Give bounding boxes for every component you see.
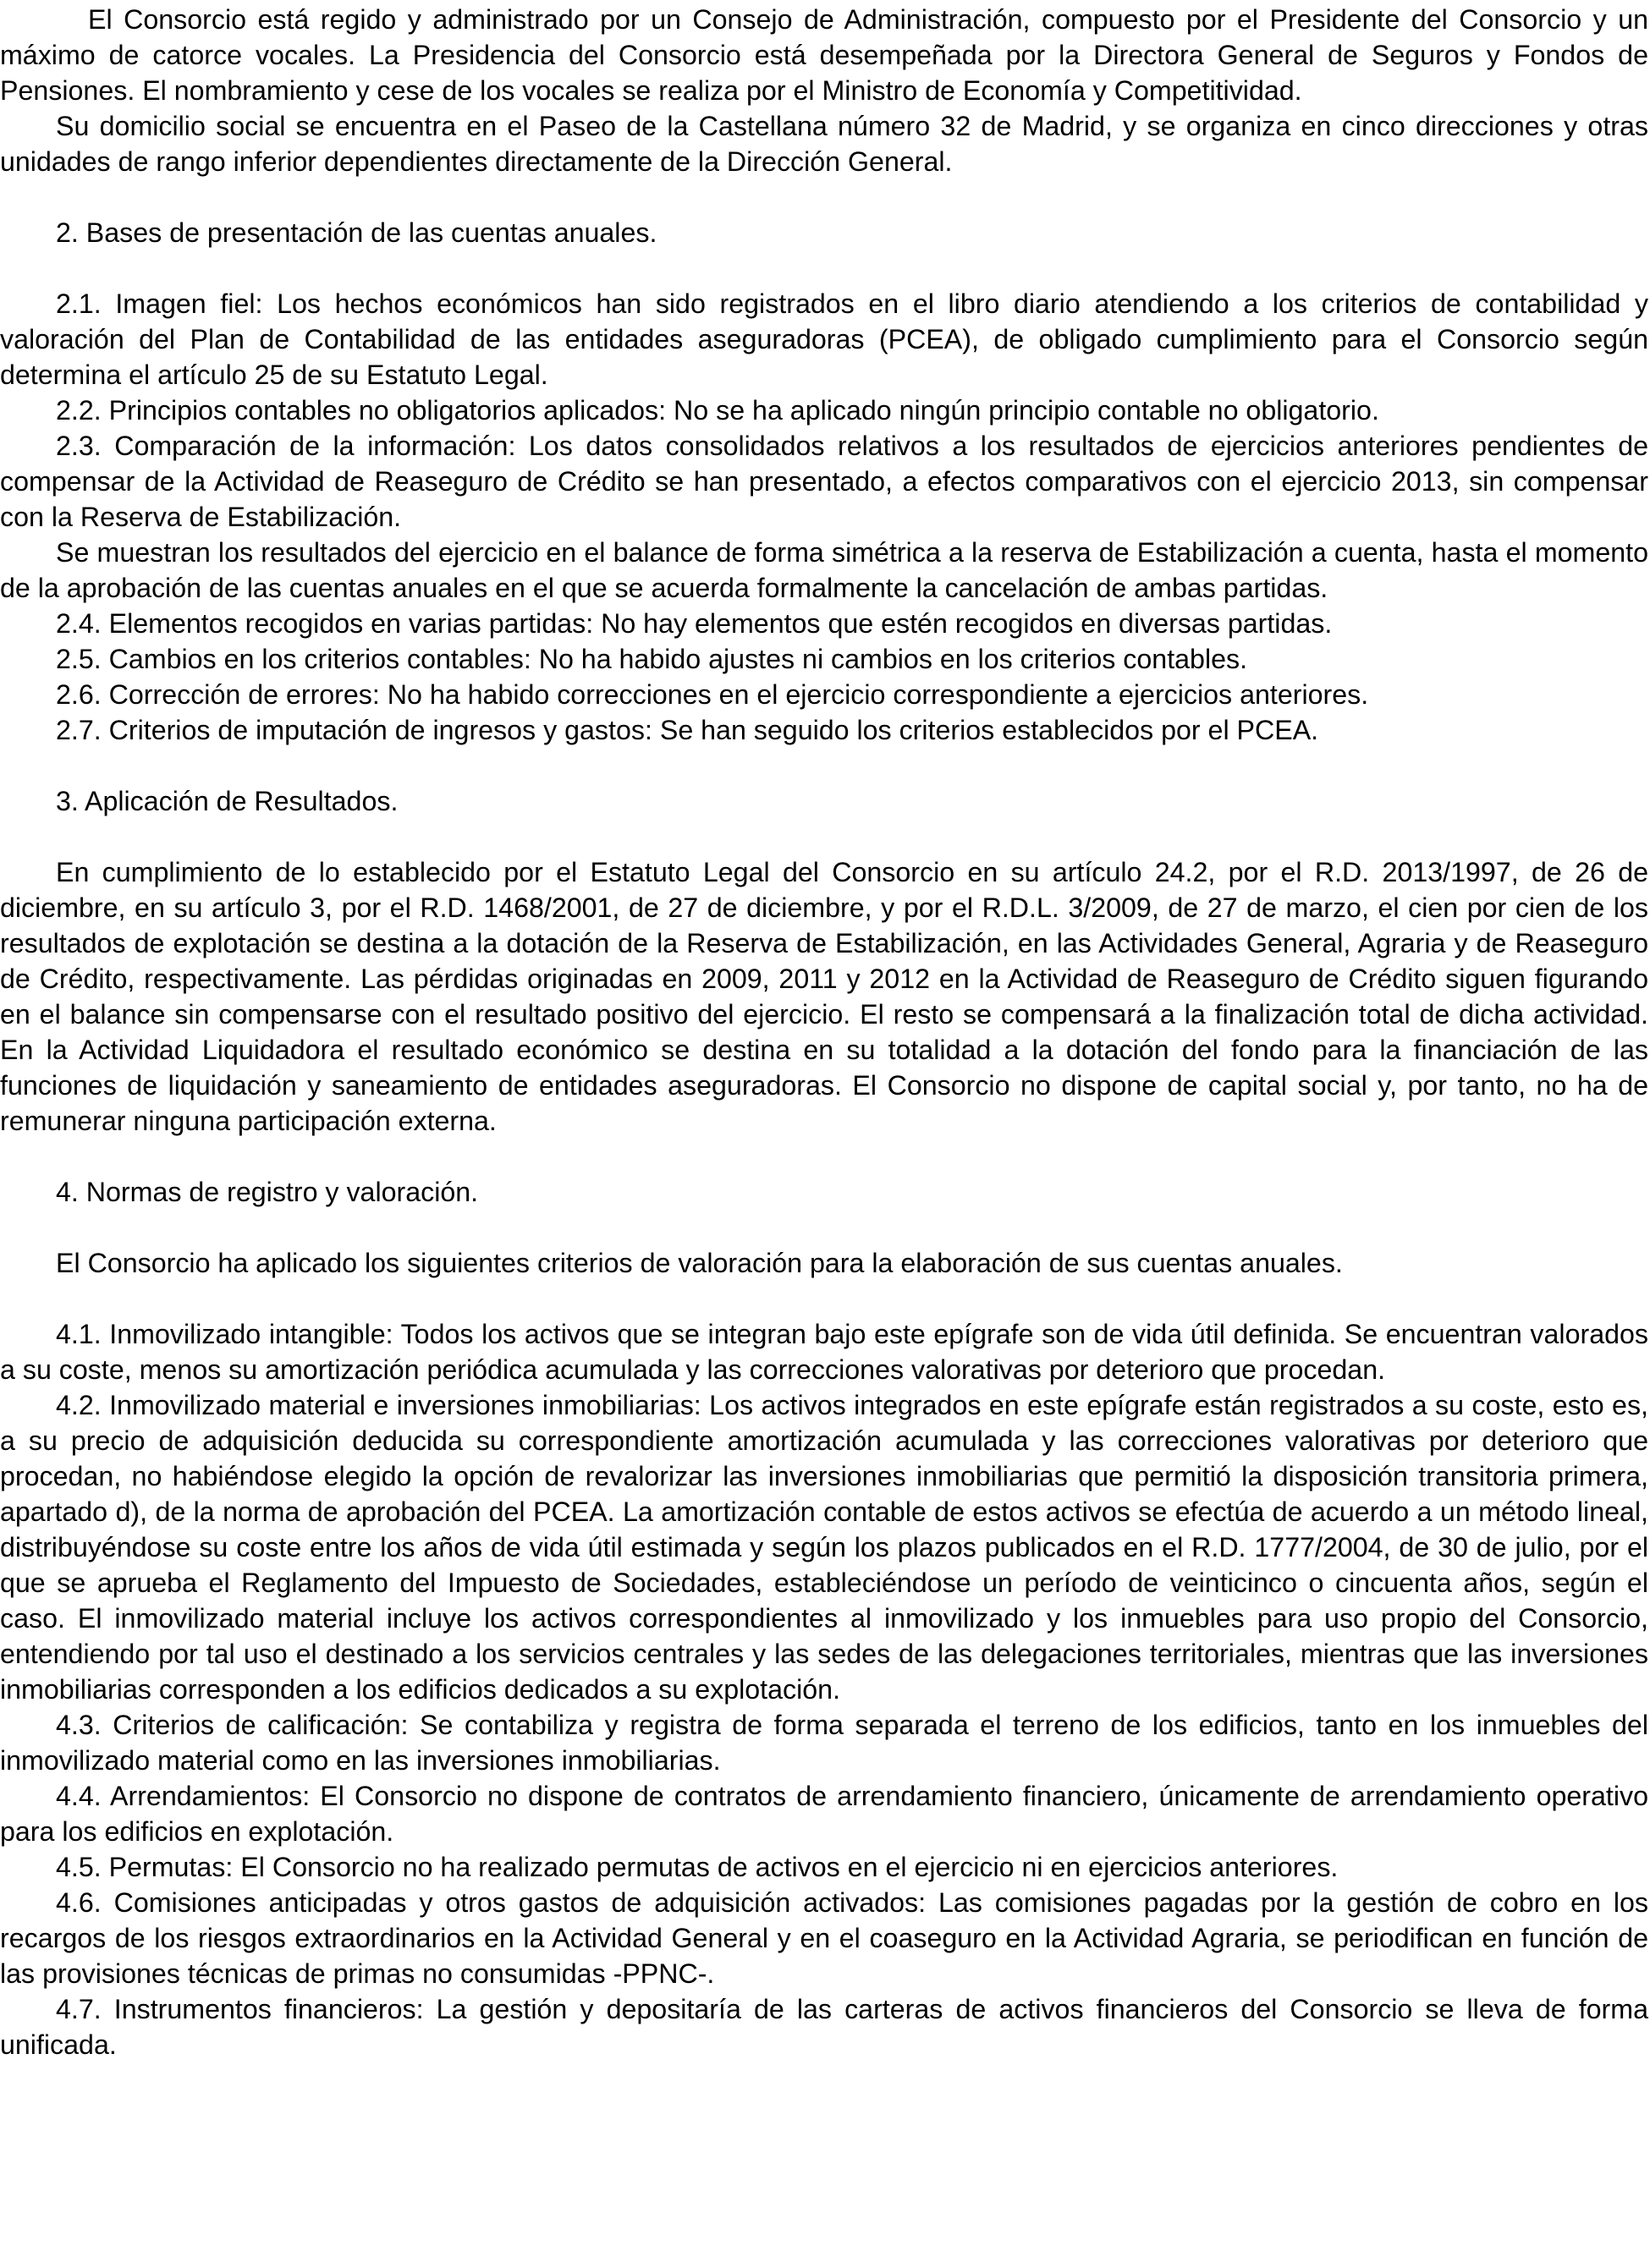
spacer bbox=[0, 1139, 1648, 1174]
paragraph-2-1: 2.1. Imagen fiel: Los hechos económicos han sido registrados en el libro diario atendiendo a los criterios de contabilidad y valoración del Plan de Contabilidad de las entidades aseguradoras (PCEA), de obligado cumplimiento para el Consorcio según determina el artículo 25 de su Estatuto Legal. bbox=[0, 288, 1648, 390]
spacer bbox=[0, 748, 1648, 783]
paragraph-criterios-valoracion: El Consorcio ha aplicado los siguientes criterios de valoración para la elaboración de sus cuentas anuales. bbox=[56, 1248, 1343, 1278]
spacer bbox=[0, 1281, 1648, 1316]
paragraph-2-7: 2.7. Criterios de imputación de ingresos y gastos: Se han seguido los criterios establecidos por el PCEA. bbox=[56, 715, 1319, 745]
paragraph-4-2: 4.2. Inmovilizado material e inversiones inmobiliarias: Los activos integrados en este epígrafe están registrados a su coste, esto es, a su precio de adquisición deducida su correspondiente amortización acumulada y las correcciones valorativas por deterioro que procedan, no habiéndose elegido la opción de revalorizar las inversiones inmobiliarias que permitió la disposición transitoria primera, apartado d), de la norma de aprobación del PCEA. La amortización contable de estos activos se efectúa de acuerdo a un método lineal, distribuyéndose su coste entre los años de vida útil estimada y según los plazos publicados en el R.D. 1777/2004, de 30 de julio, por el que se aprueba el Reglamento del Impuesto de Sociedades, estableciéndose un período de veinticinco o cincuenta años, según el caso. El inmovilizado material incluye los activos correspondientes al inmovilizado y los inmuebles para uso propio del Consorcio, entendiendo por tal uso el destinado a los servicios centrales y las sedes de las delegaciones territoriales, mientras que las inversiones inmobiliarias corresponden a los edificios dedicados a su explotación. bbox=[0, 1390, 1648, 1705]
paragraph-4-4: 4.4. Arrendamientos: El Consorcio no dispone de contratos de arrendamiento financiero, únicamente de arrendamiento operativo para los edificios en explotación. bbox=[0, 1781, 1648, 1847]
spacer bbox=[0, 250, 1648, 286]
paragraph-4-5: 4.5. Permutas: El Consorcio no ha realizado permutas de activos en el ejercicio ni en ejercicios anteriores. bbox=[56, 1852, 1339, 1882]
paragraph-4-6: 4.6. Comisiones anticipadas y otros gastos de adquisición activados: Las comisiones pagadas por la gestión de cobro en los recargos de los riesgos extraordinarios en la Actividad General y en el coaseguro en la Actividad Agraria, se periodifican en función de las provisiones técnicas de primas no consumidas -PPNC-. bbox=[0, 1887, 1648, 1989]
paragraph-4-7: 4.7. Instrumentos financieros: La gestión y depositaría de las carteras de activos financieros del Consorcio se lleva de forma unificada. bbox=[0, 1994, 1648, 2060]
paragraph-2-3-continued: Se muestran los resultados del ejercicio en el balance de forma simétrica a la reserva de Estabilización a cuenta, hasta el momento de la aprobación de las cuentas anuales en el que se acuerda formalmente la cancelación de ambas partidas. bbox=[0, 537, 1648, 603]
section-heading-3: 3. Aplicación de Resultados. bbox=[56, 786, 399, 816]
paragraph-2-5: 2.5. Cambios en los criterios contables: No ha habido ajustes ni cambios en los criterios contables. bbox=[56, 644, 1248, 674]
paragraph-consejo-administracion: El Consorcio está regido y administrado por un Consejo de Administración, compuesto por el Presidente del Consorcio y un máximo de catorce vocales. La Presidencia del Consorcio está desempeñada por la Directora General de Seguros y Fondos de Pensiones. El nombramiento y cese de los vocales se realiza por el Ministro de Economía y Competitividad. bbox=[0, 4, 1648, 106]
section-heading-2: 2. Bases de presentación de las cuentas anuales. bbox=[56, 217, 657, 248]
paragraph-2-6: 2.6. Corrección de errores: No ha habido correcciones en el ejercicio correspondiente a ejercicios anteriores. bbox=[56, 679, 1369, 710]
section-heading-4: 4. Normas de registro y valoración. bbox=[56, 1177, 479, 1207]
paragraph-2-3: 2.3. Comparación de la información: Los datos consolidados relativos a los resultados de ejercicios anteriores pendientes de compensar de la Actividad de Reaseguro de Crédito se han presentado, a efectos comparativos con el ejercicio 2013, sin compensar con la Reserva de Estabilización. bbox=[0, 431, 1648, 532]
paragraph-4-3: 4.3. Criterios de calificación: Se contabiliza y registra de forma separada el terreno de los edificios, tanto en los inmuebles del inmovilizado material como en las inversiones inmobiliarias. bbox=[0, 1710, 1648, 1776]
paragraph-4-1: 4.1. Inmovilizado intangible: Todos los activos que se integran bajo este epígrafe son de vida útil definida. Se encuentran valorados a su coste, menos su amortización periódica acumulada y las correcciones valorativas por deterioro que procedan. bbox=[0, 1319, 1648, 1385]
spacer bbox=[0, 1210, 1648, 1245]
spacer bbox=[0, 179, 1648, 215]
paragraph-2-4: 2.4. Elementos recogidos en varias partidas: No hay elementos que estén recogidos en diversas partidas. bbox=[56, 608, 1333, 639]
paragraph-domicilio-social: Su domicilio social se encuentra en el Paseo de la Castellana número 32 de Madrid, y se organiza en cinco direcciones y otras unidades de rango inferior dependientes directamente de la Dirección General. bbox=[0, 111, 1648, 177]
paragraph-aplicacion-resultados: En cumplimiento de lo establecido por el Estatuto Legal del Consorcio en su artículo 24.2, por el R.D. 2013/1997, de 26 de diciembre, en su artículo 3, por el R.D. 1468/2001, de 27 de diciembre, y por el R.D.L. 3/2009, de 27 de marzo, el cien por cien de los resultados de explotación se destina a la dotación de la Reserva de Estabilización, en las Actividades General, Agraria y de Reaseguro de Crédito, respectivamente. Las pérdidas originadas en 2009, 2011 y 2012 en la Actividad de Reaseguro de Crédito siguen figurando en el balance sin compensarse con el resultado positivo del ejercicio. El resto se compensará a la finalización total de dicha actividad. En la Actividad Liquidadora el resultado económico se destina en su totalidad a la dotación del fondo para la financiación de las funciones de liquidación y saneamiento de entidades aseguradoras. El Consorcio no dispone de capital social y, por tanto, no ha de remunerar ninguna participación externa. bbox=[0, 857, 1648, 1136]
spacer bbox=[0, 819, 1648, 854]
paragraph-2-2: 2.2. Principios contables no obligatorios aplicados: No se ha aplicado ningún principio contable no obligatorio. bbox=[56, 395, 1379, 426]
